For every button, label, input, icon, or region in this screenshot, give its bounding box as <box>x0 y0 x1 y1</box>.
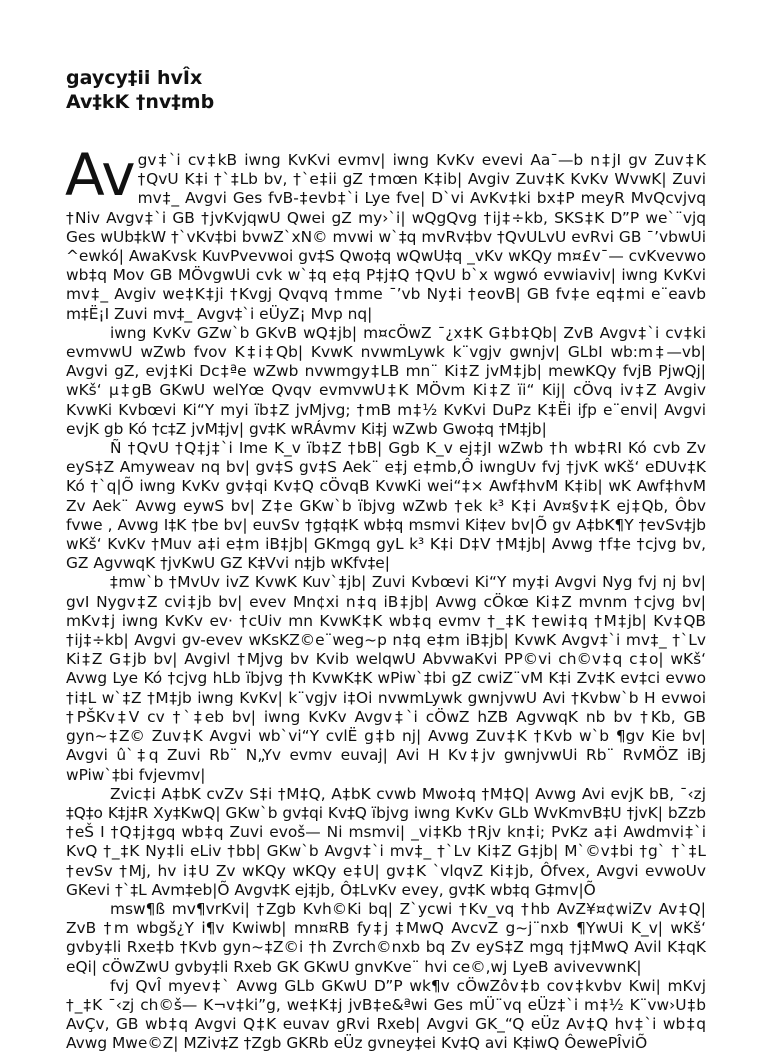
document-title: gaycy‡ii hvÎx <box>66 67 203 89</box>
document-body <box>65 141 706 1054</box>
document-heading <box>66 66 706 114</box>
paragraph-5: Zvic‡i A‡bK cvZv S‡i †M‡Q, A‡bK cvwb Mwo‡q †M‡Q| Avwg Avi evjK bB, ¯‹zj ‡Q‡o K‡j‡R Xy‡KwQ| GKw`b gv‡qi Kv‡Q ïbjvg iwng KvKv GLb WvKmvB‡U †jvK| bZzb †eŠ I †Q‡j‡gq wb‡q Zuvi evoš— Ni msmvi| _vi‡Kb †Rjv kn‡i; PvKz a‡i Awdmvi‡`i KvQ †_‡K Ny‡li eLiv †bb| GKw`b Avgv‡`i mv‡_ †`Lv Ki‡Z G‡jb| M`©v‡bi †g` †`‡L †evSv †Mj, hv i‡U Zv wKQy wKQy e‡U| gv‡K `vlqvZ Ki‡jb, Ôfvex, Avgvi evwoUv GKevi †`‡L Avm‡eb|Õ Avgv‡K ej‡jb, Ô‡LvKv evey, gv‡K wb‡q G‡mv|Õ <box>66 784 706 899</box>
paragraph-6: msw¶ß mv¶vrKvi| †Zgb Kvh©Ki bq| Z`ycwi †Kv_vq †hb AvZ¥¤¢wiZv Av‡Q| ZvB †m wbgš¿Y i¶v Kwiwb| mn¤RB fy‡j ‡MwQ AvcvZ g~j¨nxb ¶YwUi K_v| wKš‘ gvby‡li Rxe‡b †Kvb gyn~‡Z©i †h Zvrch©nxb bq Zv eyS‡Z mgq †j‡MwQ Avil K‡qK eQi| cÖwZwU gvby‡li Rxeb GK GKwU gnvKve¨ hvi ce©,wj LyeB avivevwnK| <box>66 899 706 976</box>
paragraph-4: ‡mw`b †MvUv ivZ KvwK Kuv`‡jb| Zuvi Kvbœvi Ki“Y my‡i Avgvi Nyg fvj nj bv| gvI Nygv‡Z cvi‡jb bv| evev Mn¢xi n‡q iB‡jb| Avwg cÖkœ Ki‡Z mvnm †cjvg bv| mKv‡j iwng KvKv ev· †cUiv mn KvwK‡K wb‡q evmv †_‡K †ewi‡q †M‡jb| Kv‡QB †ij‡÷kb| Avgvi gv-evev wKsKZ©e¨weg~p n‡q e‡m iB‡jb| KvwK Avgv‡`i mv‡_ †`Lv Ki‡Z G‡jb bv| Avgivl †Mjvg bv Kvib welqwU AbvwaKvi PP©vi ch©v‡q c‡o| wKš‘ Avwg Lye Kó †cjvg hLb ïbjvg †h KvwK‡K wPiw`‡bi gZ cwiZ¨vM K‡i Zv‡K ev‡ci evwo †i‡L w`‡Z †M‡jb iwng KvKv| k¨vgjv i‡Oi nvwmLywk gwnjvwU Avi †Kvbw`b H evwoi †PŠKv‡V cv †`‡eb bv| iwng KvKv Avgv‡`i cÖwZ hZB AgvwqK nb bv †Kb, GB gyn~‡Z© Zuv‡K Avgvi wb`vi“Y cvlË g‡b nj| Avwg Zuv‡K †Kvb w`b ¶gv Kie bv| Avgvi û`‡q Zuvi Rb¨ N„Yv evmv euvaj| Avi H Kv‡jv gwnjvwUi Rb¨ RvMÖZ iBj wPiw`‡bi fvjevmv| <box>66 573 706 784</box>
paragraph-1-text: gv‡`i cv‡kB iwng KvKvi evmv| iwng KvKv evevi Aa¯—b n‡jI gv Zuv‡K †QvU K‡i †`‡Lb bv, †`e‡ii gZ †mœn K‡ib| Avgiv Zuv‡K KvKv WvwK| Zuvi mv‡_ Avgvi Ges fvB-‡evb‡`i Lye fve| D`vi AvKv‡ki bx‡P meyR MvQcvjvq †Niv Avgv‡`i GB †jvKvjqwU Qwei gZ my›`i| wQgQvg †ij‡÷kb, SKS‡K D”P we`¨vjq Ges wUb‡kW †`vKv‡bi bvwZ`xN© mvwi w`‡q mvRv‡bv †QvULvU evRvi GB ¯’vbwUi ^ewkó| AwaKvsk KuvPvevwoi gv‡S Qwo‡q wQwU‡q _vKv wKQy m¤£v¯— cvKvevwo wb‡q Mov GB MÖvgwUi cvk w`‡q e‡q P‡j‡Q †QvU b`x wgwó evwiaviv| iwng KvKvi mv‡_ Avgiv we‡K‡ji †Kvgj Qvqvq †mme ¯’vb Ny‡i †eovB| GB fv‡e eq‡mi e¨eavb m‡Ë¡I Zuvi mv‡_ Avgv‡`i eÜyZ¡ Mvp nq| <box>66 151 706 323</box>
paragraph-1 <box>65 141 706 324</box>
document-author: Av‡kK †nv‡mb <box>66 91 215 113</box>
paragraph-3: Ñ †QvU †Q‡j‡`i Ime K_v ïb‡Z †bB| Ggb K_v ej‡jI wZwb †h wb‡RI Kó cvb Zv eyS‡Z Amyweav nq bv| gv‡S gv‡S Aek¨ e‡j e‡mb,Ô iwngUv fvj †jvK wKš‘ eDUv‡K Kó †`q|Õ iwng KvKv gv‡qi Kv‡Q cÖvqB KvwKi wei“‡× Awf‡hvM K‡ib| wK Awf‡hvM Zv Aek¨ Avwg eywS bv| Z‡e GKw`b ïbjvg wZwb †ek k³ K‡i Av¤§v‡K ej‡Qb, Ôbv fvwe , Avwg I‡K †be bv| euvSv †g‡q‡K wb‡q msmvi Ki‡ev bv|Õ gv A‡bK¶Y †evSv‡jb wKš‘ KvKv †Muv a‡i e‡m iB‡jb| GKmgq gyL k³ K‡i D‡V †M‡jb| Avwg †f‡e †cjvg bv, GZ AgvwqK †jvKwU GZ K‡Vvi n‡jb wKfv‡e| <box>66 439 706 573</box>
drop-cap: Av <box>65 141 136 209</box>
paragraph-7: fvj QvÎ myev‡` Avwg GLb GKwU D”P wk¶v cÖwZôv‡b cov‡kvbv Kwi| mKvj †_‡K ¯‹zj ch©š— K¬v‡ki”g, we‡K‡j jvB‡e&ªwi Ges mÜ¨vq eÜz‡`i m‡½ K¨vw›U‡b AvÇv, GB wb‡q Avgvi Q‡K euvav gRvi Rxeb| Avgvi GK_“Q eÜz Av‡Q hv‡`i wb‡q Avwg Mwe©Z| MZiv‡Z †Zgb GKRb eÜz gvney‡ei Kv‡Q avi K‡iwQ ÔewePÎviÕ <box>66 976 706 1053</box>
paragraph-2: iwng KvKv GZw`b GKvB wQ‡jb| m¤cÖwZ ¯¿x‡K G‡b‡Qb| ZvB Avgv‡`i cv‡ki evmvwU wZwb fvov K‡i‡Qb| KvwK nvwmLywk k¨vgjv gwnjv| GLbI wb:m‡—vb| Avgvi gZ, evj‡Ki Dc‡ªe wZwb nvwmgy‡LB mn¨ Ki‡Z jvM‡jb| mewKQy fvjB PjwQj| wKš‘ µ‡gB GKwU welYœ Qvqv evmvwU‡K MÖvm Ki‡Z ïi“ Kij| cÖvq iv‡Z Avgiv KvwKi Kvbœvi Ki“Y myi ïb‡Z jvMjvg; †mB m‡½ KvKvi DuPz K‡Ëi iƒp e¨envi| Avgvi evjK gb Kó †c‡Z jvM‡jv| gv‡K wRÁvmv Ki‡j wZwb Gwo‡q †M‡jb| <box>66 323 706 438</box>
